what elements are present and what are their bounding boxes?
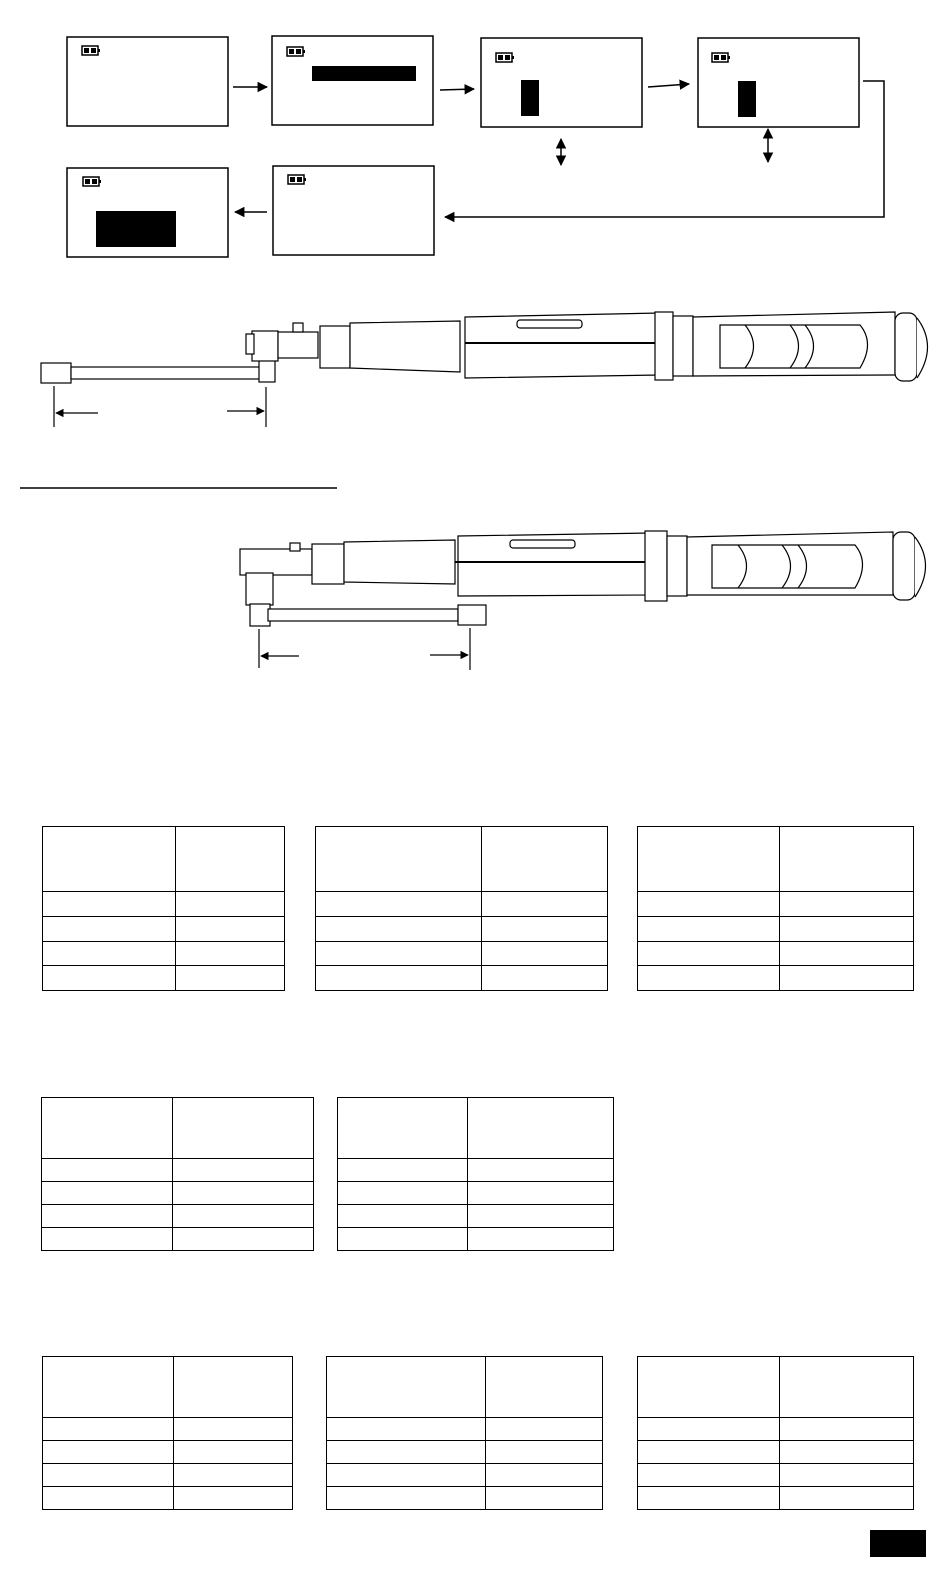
spec-table [637,1356,914,1510]
display-screen-5 [273,166,434,255]
table-header-cell [327,1357,486,1418]
display-screen-1 [67,37,228,126]
table-row [42,1228,314,1251]
table-row [316,892,608,917]
table-row [43,917,285,942]
table-row [638,917,914,942]
table-header-cell [43,1357,174,1418]
spec-table [326,1356,603,1510]
table-row [316,941,608,966]
spec-table [637,826,914,991]
torque-wrench-icon [41,312,928,383]
table-row [327,1464,603,1487]
table-row [327,1441,603,1464]
table-row [43,892,285,917]
display-screen-4 [698,38,859,127]
table-row [42,1159,314,1182]
table-row [638,966,914,991]
table-header-cell [43,827,176,892]
table-row [316,917,608,942]
table-header-cell [176,827,285,892]
length-dimension-2 [259,628,470,670]
spec-table [41,1097,314,1251]
display-screen-3 [481,38,642,127]
table-header-cell [486,1357,603,1418]
table-row [43,941,285,966]
table-header-cell [468,1098,614,1159]
table-row [638,1464,914,1487]
table-row [42,1205,314,1228]
table-header-cell [780,827,914,892]
display-block [96,211,176,247]
table-row [338,1228,614,1251]
table-row [43,1441,293,1464]
length-dimension-1 [54,386,266,427]
table-header-cell [174,1357,293,1418]
table-row [638,1441,914,1464]
display-digit-block [738,81,756,117]
table-row [43,1487,293,1510]
display-screen-2 [272,36,433,125]
table-row [43,966,285,991]
table-row [43,1464,293,1487]
table-row [638,941,914,966]
table-row [338,1205,614,1228]
table-header-cell [638,827,780,892]
table-row [42,1182,314,1205]
table-row [638,1418,914,1441]
table-row [327,1487,603,1510]
table-header-cell [173,1098,314,1159]
page-number-tab [870,1530,926,1557]
table-header-cell [482,827,608,892]
spec-table [315,826,608,991]
table-row [638,892,914,917]
display-bar [312,66,416,81]
display-digit-block [521,80,539,116]
table-row [338,1159,614,1182]
table-header-cell [316,827,482,892]
spec-table [42,1356,293,1510]
table-row [338,1182,614,1205]
display-screen-6 [67,168,228,257]
table-header-cell [638,1357,780,1418]
table-row [43,1418,293,1441]
table-row [316,966,608,991]
spec-table [337,1097,614,1251]
spec-table [42,826,285,991]
table-row [327,1418,603,1441]
table-header-cell [338,1098,468,1159]
torque-wrench-icon [240,531,926,626]
table-header-cell [780,1357,914,1418]
table-header-cell [42,1098,173,1159]
table-row [638,1487,914,1510]
